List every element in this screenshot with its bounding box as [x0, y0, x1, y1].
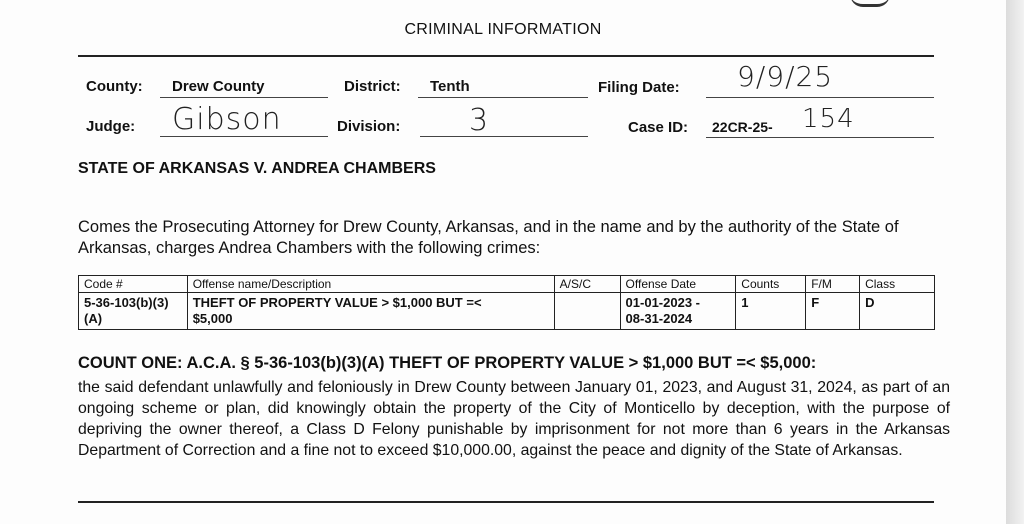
count-one-body: the said defendant unlawfully and feloniously in Drew County between January 01, 2023, and August 31, 2024, as part of an ongoing scheme or plan, did knowingly obtain the property of the City of Monticello by deception, with the purpose of depriving the owner thereof, a Class D Felony punishable by imprisonment for not more than 6 years in the Arkansas Department of Correction and a fine not to exceed $10,000.00, against the peace and dignity of the State of Arkansas. — [78, 379, 950, 459]
cell-asc — [554, 293, 620, 330]
filing-date-label: Filing Date: — [598, 79, 680, 96]
case-id-underline — [706, 137, 934, 138]
top-divider — [78, 55, 934, 57]
case-id-prefix: 22CR-25- — [712, 119, 773, 135]
cell-code: 5-36-103(b)(3)(A) — [79, 293, 188, 330]
cell-counts: 1 — [736, 293, 806, 330]
county-value: Drew County — [172, 78, 265, 95]
district-value: Tenth — [430, 78, 470, 95]
division-underline — [420, 136, 588, 137]
case-caption: STATE OF ARKANSAS V. ANDREA CHAMBERS — [78, 160, 436, 177]
cell-fm: F — [806, 293, 860, 330]
header-fm: F/M — [806, 276, 860, 293]
intro-paragraph: Comes the Prosecuting Attorney for Drew County, Arkansas, and in the name and by the authority of the State of Arkansas, charges Andrea Chambers with the following crimes: — [78, 218, 899, 257]
district-underline — [418, 97, 588, 98]
division-handwritten: 3 — [469, 103, 490, 138]
filing-date-handwritten: 9/9/25 — [737, 60, 834, 93]
judge-handwritten: Gibson — [172, 102, 282, 137]
header-code: Code # — [79, 276, 188, 293]
date-to: 08-31-2024 — [625, 311, 693, 326]
county-underline — [160, 97, 328, 98]
filing-date-underline — [706, 97, 934, 98]
case-id-label: Case ID: — [628, 119, 689, 136]
header-offense-date: Offense Date — [620, 276, 736, 293]
bottom-divider — [78, 501, 934, 503]
table-row — [79, 293, 935, 330]
district-label: District: — [344, 78, 401, 95]
date-from: 01-01-2023 - — [625, 295, 700, 310]
header-class: Class — [860, 276, 935, 293]
offense-table-header — [79, 276, 935, 293]
header-asc: A/S/C — [554, 276, 620, 293]
document-title: CRIMINAL INFORMATION — [404, 21, 602, 38]
cell-offense-date — [620, 293, 736, 330]
paper-corner-mark — [850, 0, 890, 7]
cell-class: D — [860, 293, 935, 330]
county-label: County: — [86, 78, 143, 95]
offense-table — [78, 275, 935, 330]
header-counts: Counts — [736, 276, 806, 293]
case-id-handwritten: 154 — [802, 104, 855, 134]
judge-label: Judge: — [86, 118, 136, 135]
cell-offense: THEFT OF PROPERTY VALUE > $1,000 BUT =< $5,000 — [187, 293, 554, 330]
count-one-heading: COUNT ONE: A.C.A. § 5-36-103(b)(3)(A) THEFT OF PROPERTY VALUE > $1,000 BUT =< $5,000: — [78, 354, 817, 372]
header-offense: Offense name/Description — [187, 276, 554, 293]
paper-edge-shadow — [1006, 0, 1024, 524]
division-label: Division: — [337, 118, 401, 135]
